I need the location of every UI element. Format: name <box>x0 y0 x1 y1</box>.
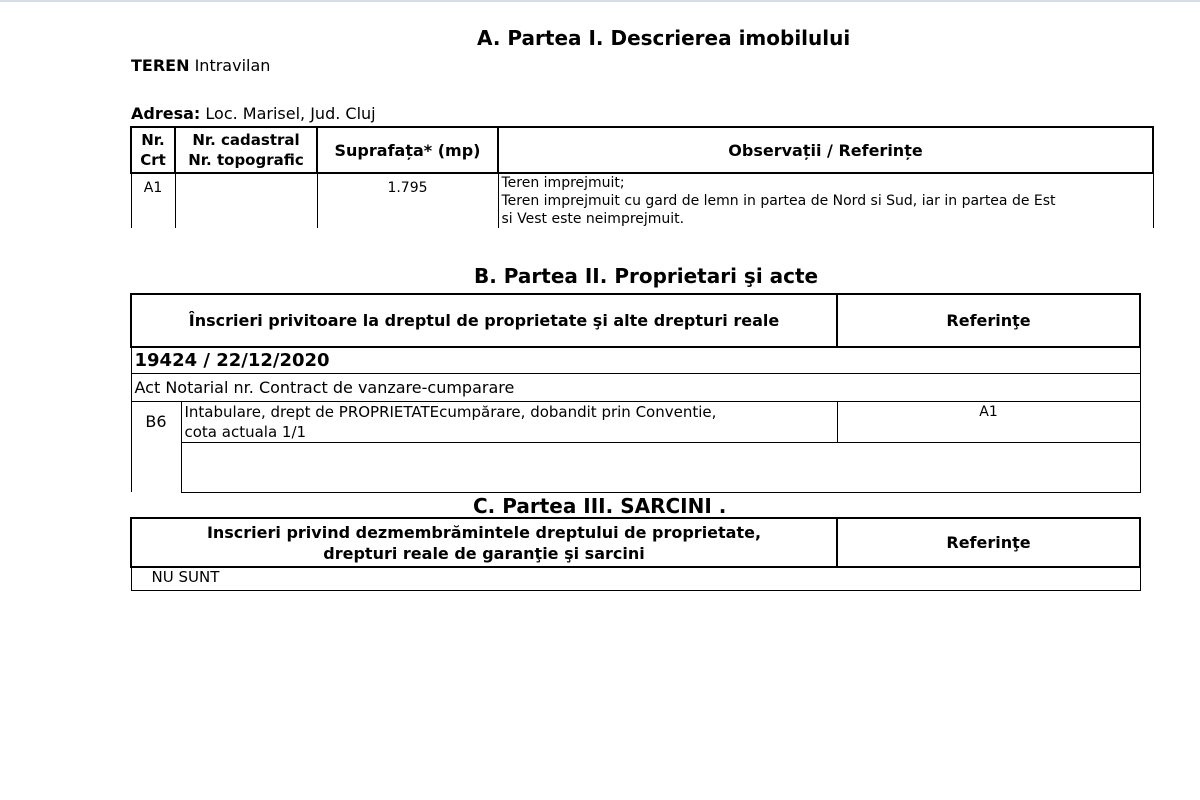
encumbrances-table <box>130 517 1141 591</box>
owners-table <box>130 293 1141 493</box>
section-c-title: C. Partea III. SARCINI . <box>473 494 727 518</box>
encumbrances-row <box>131 567 1140 590</box>
owners-header-right: Referinţe <box>837 294 1140 347</box>
header-nr-crt: Nr. Crt <box>131 127 175 173</box>
property-table <box>130 126 1154 228</box>
act-row <box>131 373 1140 401</box>
entry-id: 19424 / 22/12/2020 <box>131 347 1140 373</box>
section-a-title: A. Partea I. Descrierea imobilului <box>477 26 851 50</box>
encumbrances-header-right: Referinţe <box>837 518 1140 567</box>
header-observations: Observații / Referințe <box>498 127 1153 173</box>
property-type-bold: TEREN <box>131 56 190 75</box>
b6-empty-row <box>131 442 1140 492</box>
cell-area: 1.795 <box>317 173 498 228</box>
b6-reference: A1 <box>837 401 1140 442</box>
property-type <box>131 56 270 75</box>
header-area: Suprafața* (mp) <box>317 127 498 173</box>
address <box>131 104 376 123</box>
cell-crt: A1 <box>131 173 175 228</box>
encumbrances-value: NU SUNT <box>131 567 1140 590</box>
b6-code: B6 <box>131 401 181 492</box>
owners-header-left: Înscrieri privitoare la dreptul de proprietate şi alte drepturi reale <box>131 294 837 347</box>
b6-empty-cell <box>181 442 1140 492</box>
property-row <box>131 173 1153 228</box>
property-type-rest: Intravilan <box>194 56 271 75</box>
cell-cadastral <box>175 173 317 228</box>
top-border <box>0 0 1200 2</box>
b6-row <box>131 401 1140 442</box>
cell-observations: Teren imprejmuit; Teren imprejmuit cu gard de lemn in partea de Nord si Sud, iar in partea de Est si Vest este neimprejmuit. <box>498 173 1153 228</box>
encumbrances-header-left: Inscrieri privind dezmembrămintele dreptului de proprietate, drepturi reale de garanţie şi sarcini <box>131 518 837 567</box>
property-table-header <box>131 127 1153 173</box>
owners-table-header <box>131 294 1140 347</box>
address-value: Loc. Marisel, Jud. Cluj <box>205 104 376 123</box>
header-cadastral: Nr. cadastral Nr. topografic <box>175 127 317 173</box>
address-label: Adresa: <box>131 104 201 123</box>
b6-description: Intabulare, drept de PROPRIETATEcumpărare, dobandit prin Conventie, cota actuala 1/1 <box>181 401 837 442</box>
act-text: Act Notarial nr. Contract de vanzare-cumparare <box>131 373 1140 401</box>
entry-id-row <box>131 347 1140 373</box>
encumbrances-table-header <box>131 518 1140 567</box>
section-b-title: B. Partea II. Proprietari şi acte <box>474 264 819 288</box>
